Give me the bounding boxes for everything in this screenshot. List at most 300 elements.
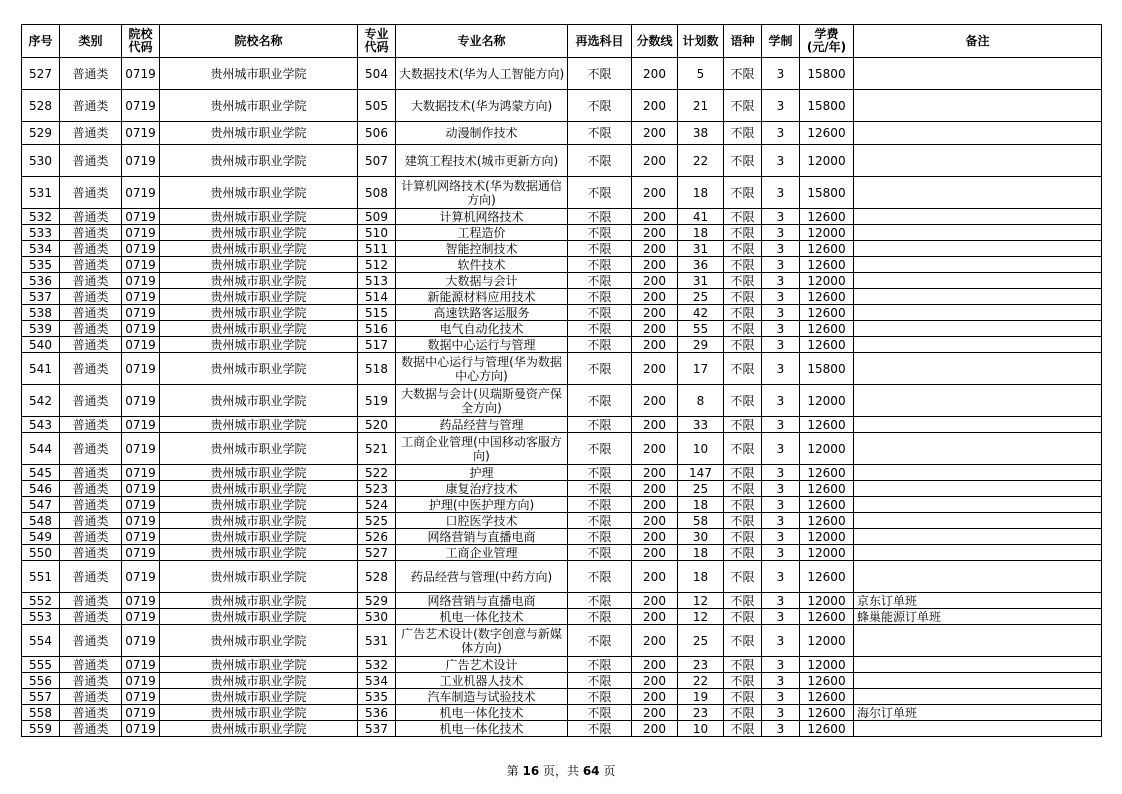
table-row — [22, 625, 1102, 657]
cell-seq: 555 — [22, 657, 60, 673]
cell-fee: 12600 — [800, 497, 854, 513]
cell-language: 不限 — [724, 321, 762, 337]
header-seq: 序号 — [22, 25, 60, 58]
header-type: 类别 — [60, 25, 122, 58]
cell-type: 普通类 — [60, 321, 122, 337]
cell-major-code: 529 — [358, 593, 396, 609]
cell-note — [854, 257, 1102, 273]
cell-language: 不限 — [724, 561, 762, 593]
cell-major-name: 护理(中医护理方向) — [396, 497, 568, 513]
cell-plan: 22 — [678, 673, 724, 689]
cell-language: 不限 — [724, 689, 762, 705]
cell-duration: 3 — [762, 673, 800, 689]
cell-language: 不限 — [724, 353, 762, 385]
cell-language: 不限 — [724, 177, 762, 209]
cell-language: 不限 — [724, 90, 762, 122]
cell-subjects: 不限 — [568, 673, 632, 689]
cell-school-name: 贵州城市职业学院 — [160, 225, 358, 241]
cell-plan: 147 — [678, 465, 724, 481]
cell-subjects: 不限 — [568, 209, 632, 225]
cell-type: 普通类 — [60, 609, 122, 625]
cell-duration: 3 — [762, 257, 800, 273]
cell-major-code: 532 — [358, 657, 396, 673]
cell-seq: 543 — [22, 417, 60, 433]
header-school-name: 院校名称 — [160, 25, 358, 58]
cell-school-name: 贵州城市职业学院 — [160, 513, 358, 529]
table-row — [22, 353, 1102, 385]
cell-fee: 12000 — [800, 433, 854, 465]
cell-note: 蜂巢能源订单班 — [854, 609, 1102, 625]
cell-seq: 544 — [22, 433, 60, 465]
cell-fee: 12600 — [800, 209, 854, 225]
cell-school-code: 0719 — [122, 177, 160, 209]
cell-plan: 8 — [678, 385, 724, 417]
cell-subjects: 不限 — [568, 241, 632, 257]
cell-school-code: 0719 — [122, 305, 160, 321]
cell-score: 200 — [632, 513, 678, 529]
cell-seq: 530 — [22, 145, 60, 177]
cell-major-code: 513 — [358, 273, 396, 289]
cell-note — [854, 513, 1102, 529]
cell-major-code: 520 — [358, 417, 396, 433]
cell-language: 不限 — [724, 337, 762, 353]
cell-note — [854, 673, 1102, 689]
cell-score: 200 — [632, 657, 678, 673]
cell-major-name: 护理 — [396, 465, 568, 481]
cell-language: 不限 — [724, 657, 762, 673]
cell-score: 200 — [632, 417, 678, 433]
cell-school-name: 贵州城市职业学院 — [160, 529, 358, 545]
cell-school-code: 0719 — [122, 289, 160, 305]
cell-major-code: 530 — [358, 609, 396, 625]
cell-type: 普通类 — [60, 337, 122, 353]
cell-plan: 58 — [678, 513, 724, 529]
cell-plan: 12 — [678, 609, 724, 625]
cell-seq: 533 — [22, 225, 60, 241]
cell-school-name: 贵州城市职业学院 — [160, 90, 358, 122]
admission-table — [21, 24, 1102, 737]
cell-school-name: 贵州城市职业学院 — [160, 353, 358, 385]
cell-seq: 556 — [22, 673, 60, 689]
cell-duration: 3 — [762, 321, 800, 337]
cell-subjects: 不限 — [568, 561, 632, 593]
cell-duration: 3 — [762, 513, 800, 529]
cell-score: 200 — [632, 689, 678, 705]
cell-type: 普通类 — [60, 353, 122, 385]
cell-school-code: 0719 — [122, 657, 160, 673]
cell-major-code: 519 — [358, 385, 396, 417]
cell-major-code: 531 — [358, 625, 396, 657]
table-row — [22, 513, 1102, 529]
cell-duration: 3 — [762, 385, 800, 417]
table-row — [22, 545, 1102, 561]
cell-major-name: 大数据技术(华为人工智能方向) — [396, 58, 568, 90]
cell-seq: 534 — [22, 241, 60, 257]
cell-language: 不限 — [724, 122, 762, 145]
cell-duration: 3 — [762, 657, 800, 673]
cell-score: 200 — [632, 273, 678, 289]
cell-major-name: 计算机网络技术(华为数据通信方向) — [396, 177, 568, 209]
cell-major-name: 工商企业管理 — [396, 545, 568, 561]
cell-seq: 559 — [22, 721, 60, 737]
cell-score: 200 — [632, 353, 678, 385]
cell-duration: 3 — [762, 353, 800, 385]
cell-major-name: 工商企业管理(中国移动客服方向) — [396, 433, 568, 465]
cell-score: 200 — [632, 90, 678, 122]
table-row — [22, 58, 1102, 90]
cell-fee: 15800 — [800, 353, 854, 385]
cell-fee: 12000 — [800, 593, 854, 609]
cell-plan: 18 — [678, 497, 724, 513]
table-row — [22, 609, 1102, 625]
cell-major-name: 工程造价 — [396, 225, 568, 241]
cell-major-code: 515 — [358, 305, 396, 321]
cell-score: 200 — [632, 321, 678, 337]
cell-note — [854, 337, 1102, 353]
cell-score: 200 — [632, 58, 678, 90]
cell-school-code: 0719 — [122, 145, 160, 177]
cell-score: 200 — [632, 145, 678, 177]
cell-plan: 23 — [678, 657, 724, 673]
cell-language: 不限 — [724, 625, 762, 657]
cell-major-code: 509 — [358, 209, 396, 225]
cell-type: 普通类 — [60, 465, 122, 481]
cell-school-name: 贵州城市职业学院 — [160, 609, 358, 625]
cell-score: 200 — [632, 673, 678, 689]
cell-school-name: 贵州城市职业学院 — [160, 321, 358, 337]
cell-note — [854, 225, 1102, 241]
cell-duration: 3 — [762, 689, 800, 705]
cell-school-name: 贵州城市职业学院 — [160, 257, 358, 273]
cell-seq: 532 — [22, 209, 60, 225]
cell-major-name: 软件技术 — [396, 257, 568, 273]
cell-school-code: 0719 — [122, 209, 160, 225]
cell-major-code: 504 — [358, 58, 396, 90]
cell-note — [854, 90, 1102, 122]
cell-score: 200 — [632, 705, 678, 721]
cell-score: 200 — [632, 305, 678, 321]
cell-type: 普通类 — [60, 705, 122, 721]
table-row — [22, 209, 1102, 225]
cell-major-code: 511 — [358, 241, 396, 257]
cell-major-code: 534 — [358, 673, 396, 689]
cell-plan: 10 — [678, 721, 724, 737]
cell-plan: 23 — [678, 705, 724, 721]
cell-subjects: 不限 — [568, 609, 632, 625]
cell-type: 普通类 — [60, 225, 122, 241]
cell-major-code: 526 — [358, 529, 396, 545]
cell-subjects: 不限 — [568, 465, 632, 481]
cell-subjects: 不限 — [568, 513, 632, 529]
cell-school-name: 贵州城市职业学院 — [160, 561, 358, 593]
cell-plan: 38 — [678, 122, 724, 145]
header-major-name: 专业名称 — [396, 25, 568, 58]
cell-school-name: 贵州城市职业学院 — [160, 122, 358, 145]
cell-subjects: 不限 — [568, 273, 632, 289]
cell-plan: 31 — [678, 273, 724, 289]
cell-fee: 15800 — [800, 177, 854, 209]
cell-school-name: 贵州城市职业学院 — [160, 657, 358, 673]
cell-subjects: 不限 — [568, 625, 632, 657]
cell-school-name: 贵州城市职业学院 — [160, 433, 358, 465]
table-row — [22, 241, 1102, 257]
cell-school-code: 0719 — [122, 593, 160, 609]
cell-type: 普通类 — [60, 481, 122, 497]
cell-type: 普通类 — [60, 177, 122, 209]
cell-language: 不限 — [724, 705, 762, 721]
cell-school-code: 0719 — [122, 497, 160, 513]
cell-major-name: 网络营销与直播电商 — [396, 529, 568, 545]
cell-note — [854, 545, 1102, 561]
cell-major-name: 广告艺术设计 — [396, 657, 568, 673]
cell-plan: 5 — [678, 58, 724, 90]
cell-type: 普通类 — [60, 625, 122, 657]
cell-seq: 531 — [22, 177, 60, 209]
cell-language: 不限 — [724, 609, 762, 625]
cell-score: 200 — [632, 177, 678, 209]
cell-subjects: 不限 — [568, 289, 632, 305]
header-duration: 学制 — [762, 25, 800, 58]
cell-type: 普通类 — [60, 385, 122, 417]
cell-score: 200 — [632, 385, 678, 417]
cell-note — [854, 353, 1102, 385]
cell-language: 不限 — [724, 545, 762, 561]
cell-score: 200 — [632, 609, 678, 625]
cell-language: 不限 — [724, 497, 762, 513]
cell-language: 不限 — [724, 529, 762, 545]
cell-note — [854, 321, 1102, 337]
cell-note — [854, 289, 1102, 305]
cell-major-name: 智能控制技术 — [396, 241, 568, 257]
table-row — [22, 497, 1102, 513]
cell-school-name: 贵州城市职业学院 — [160, 273, 358, 289]
table-row — [22, 657, 1102, 673]
header-plan: 计划数 — [678, 25, 724, 58]
cell-major-name: 口腔医学技术 — [396, 513, 568, 529]
cell-fee: 12000 — [800, 385, 854, 417]
cell-plan: 25 — [678, 625, 724, 657]
cell-fee: 15800 — [800, 58, 854, 90]
cell-score: 200 — [632, 433, 678, 465]
cell-fee: 12600 — [800, 257, 854, 273]
cell-school-code: 0719 — [122, 241, 160, 257]
cell-major-code: 527 — [358, 545, 396, 561]
cell-type: 普通类 — [60, 545, 122, 561]
cell-major-code: 514 — [358, 289, 396, 305]
cell-score: 200 — [632, 529, 678, 545]
cell-language: 不限 — [724, 465, 762, 481]
table-row — [22, 561, 1102, 593]
cell-major-name: 汽车制造与试验技术 — [396, 689, 568, 705]
cell-language: 不限 — [724, 417, 762, 433]
cell-score: 200 — [632, 497, 678, 513]
cell-type: 普通类 — [60, 417, 122, 433]
cell-major-name: 大数据与会计 — [396, 273, 568, 289]
cell-major-code: 505 — [358, 90, 396, 122]
cell-language: 不限 — [724, 481, 762, 497]
cell-subjects: 不限 — [568, 689, 632, 705]
cell-score: 200 — [632, 593, 678, 609]
cell-school-name: 贵州城市职业学院 — [160, 673, 358, 689]
cell-note — [854, 273, 1102, 289]
cell-seq: 550 — [22, 545, 60, 561]
cell-language: 不限 — [724, 673, 762, 689]
cell-school-code: 0719 — [122, 689, 160, 705]
cell-subjects: 不限 — [568, 657, 632, 673]
cell-language: 不限 — [724, 273, 762, 289]
cell-duration: 3 — [762, 122, 800, 145]
cell-duration: 3 — [762, 593, 800, 609]
cell-school-code: 0719 — [122, 609, 160, 625]
cell-school-name: 贵州城市职业学院 — [160, 465, 358, 481]
header-fee: 学费 (元/年) — [800, 25, 854, 58]
table-row — [22, 177, 1102, 209]
header-major-code: 专业 代码 — [358, 25, 396, 58]
cell-subjects: 不限 — [568, 225, 632, 241]
cell-subjects: 不限 — [568, 705, 632, 721]
cell-subjects: 不限 — [568, 177, 632, 209]
cell-major-code: 517 — [358, 337, 396, 353]
cell-subjects: 不限 — [568, 58, 632, 90]
cell-score: 200 — [632, 122, 678, 145]
cell-duration: 3 — [762, 177, 800, 209]
cell-duration: 3 — [762, 273, 800, 289]
cell-plan: 36 — [678, 257, 724, 273]
cell-school-name: 贵州城市职业学院 — [160, 177, 358, 209]
cell-school-code: 0719 — [122, 529, 160, 545]
header-score: 分数线 — [632, 25, 678, 58]
cell-major-code: 506 — [358, 122, 396, 145]
cell-type: 普通类 — [60, 689, 122, 705]
table-row — [22, 321, 1102, 337]
cell-note — [854, 58, 1102, 90]
cell-plan: 30 — [678, 529, 724, 545]
cell-school-code: 0719 — [122, 625, 160, 657]
cell-duration: 3 — [762, 481, 800, 497]
cell-type: 普通类 — [60, 673, 122, 689]
header-subjects: 再选科目 — [568, 25, 632, 58]
table-row — [22, 289, 1102, 305]
cell-score: 200 — [632, 337, 678, 353]
cell-subjects: 不限 — [568, 90, 632, 122]
cell-fee: 12600 — [800, 561, 854, 593]
cell-seq: 528 — [22, 90, 60, 122]
cell-seq: 529 — [22, 122, 60, 145]
cell-type: 普通类 — [60, 273, 122, 289]
cell-major-name: 大数据与会计(贝瑞斯曼资产保全方向) — [396, 385, 568, 417]
table-row — [22, 593, 1102, 609]
table-row — [22, 257, 1102, 273]
cell-note — [854, 529, 1102, 545]
cell-score: 200 — [632, 225, 678, 241]
table-row — [22, 337, 1102, 353]
cell-note — [854, 305, 1102, 321]
cell-seq: 546 — [22, 481, 60, 497]
cell-major-code: 516 — [358, 321, 396, 337]
cell-type: 普通类 — [60, 289, 122, 305]
cell-school-name: 贵州城市职业学院 — [160, 305, 358, 321]
cell-fee: 12000 — [800, 273, 854, 289]
cell-fee: 12600 — [800, 122, 854, 145]
cell-major-code: 512 — [358, 257, 396, 273]
table-row — [22, 417, 1102, 433]
cell-language: 不限 — [724, 209, 762, 225]
cell-type: 普通类 — [60, 58, 122, 90]
cell-school-name: 贵州城市职业学院 — [160, 58, 358, 90]
cell-seq: 538 — [22, 305, 60, 321]
cell-fee: 12600 — [800, 289, 854, 305]
cell-fee: 12600 — [800, 609, 854, 625]
cell-major-code: 507 — [358, 145, 396, 177]
cell-seq: 540 — [22, 337, 60, 353]
cell-major-name: 药品经营与管理(中药方向) — [396, 561, 568, 593]
cell-school-code: 0719 — [122, 385, 160, 417]
cell-type: 普通类 — [60, 657, 122, 673]
cell-duration: 3 — [762, 545, 800, 561]
cell-note — [854, 145, 1102, 177]
cell-score: 200 — [632, 465, 678, 481]
cell-seq: 548 — [22, 513, 60, 529]
cell-duration: 3 — [762, 625, 800, 657]
cell-school-code: 0719 — [122, 58, 160, 90]
cell-plan: 21 — [678, 90, 724, 122]
cell-plan: 42 — [678, 305, 724, 321]
cell-school-code: 0719 — [122, 705, 160, 721]
cell-plan: 18 — [678, 545, 724, 561]
cell-school-code: 0719 — [122, 225, 160, 241]
cell-type: 普通类 — [60, 257, 122, 273]
cell-seq: 547 — [22, 497, 60, 513]
cell-major-name: 数据中心运行与管理(华为数据中心方向) — [396, 353, 568, 385]
cell-score: 200 — [632, 545, 678, 561]
cell-fee: 12600 — [800, 513, 854, 529]
cell-type: 普通类 — [60, 209, 122, 225]
cell-school-name: 贵州城市职业学院 — [160, 625, 358, 657]
cell-language: 不限 — [724, 58, 762, 90]
cell-school-code: 0719 — [122, 273, 160, 289]
cell-duration: 3 — [762, 417, 800, 433]
cell-major-code: 518 — [358, 353, 396, 385]
cell-major-code: 524 — [358, 497, 396, 513]
table-row — [22, 673, 1102, 689]
cell-duration: 3 — [762, 145, 800, 177]
cell-duration: 3 — [762, 705, 800, 721]
cell-subjects: 不限 — [568, 417, 632, 433]
cell-type: 普通类 — [60, 497, 122, 513]
cell-school-code: 0719 — [122, 433, 160, 465]
header-language: 语种 — [724, 25, 762, 58]
header-note: 备注 — [854, 25, 1102, 58]
cell-duration: 3 — [762, 209, 800, 225]
cell-major-name: 康复治疗技术 — [396, 481, 568, 497]
cell-school-name: 贵州城市职业学院 — [160, 705, 358, 721]
cell-plan: 25 — [678, 481, 724, 497]
footer-middle: 页，共 — [539, 764, 583, 778]
cell-major-name: 建筑工程技术(城市更新方向) — [396, 145, 568, 177]
table-row — [22, 90, 1102, 122]
cell-fee: 12600 — [800, 705, 854, 721]
table-row — [22, 529, 1102, 545]
cell-score: 200 — [632, 481, 678, 497]
cell-subjects: 不限 — [568, 385, 632, 417]
cell-language: 不限 — [724, 241, 762, 257]
cell-type: 普通类 — [60, 145, 122, 177]
cell-seq: 557 — [22, 689, 60, 705]
cell-fee: 12600 — [800, 689, 854, 705]
cell-note — [854, 721, 1102, 737]
cell-fee: 12600 — [800, 673, 854, 689]
cell-seq: 537 — [22, 289, 60, 305]
